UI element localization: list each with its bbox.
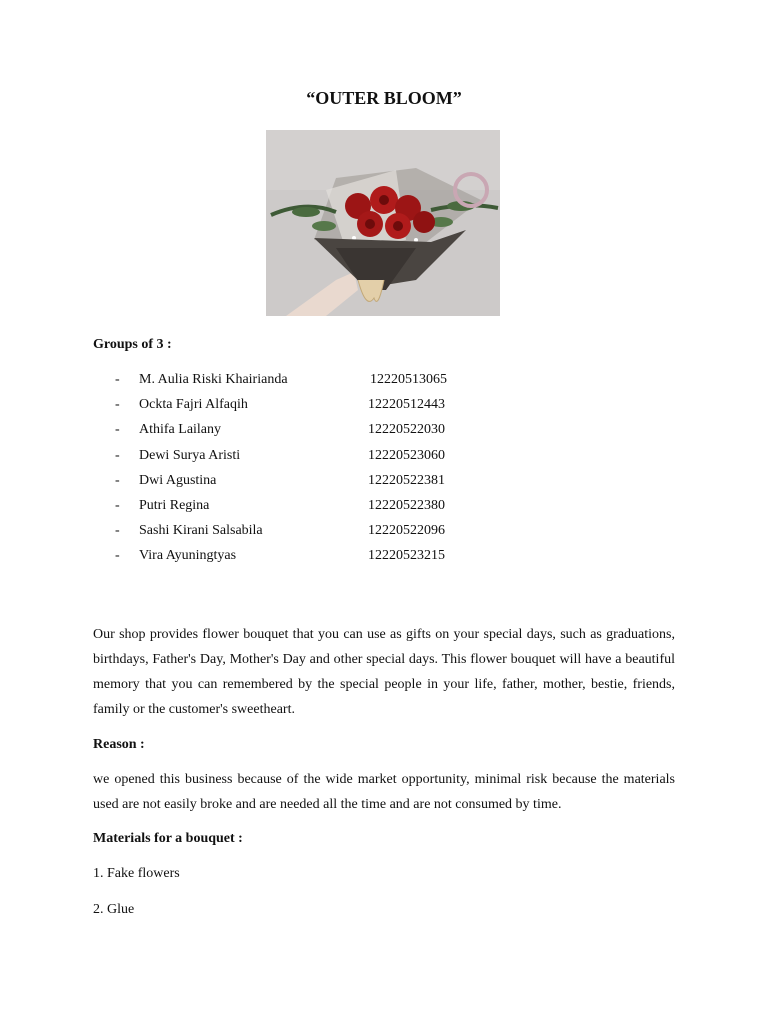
list-item — [93, 546, 513, 571]
flower-bouquet-photo — [266, 130, 500, 316]
bullet: - — [115, 447, 120, 463]
intro-paragraph: Our shop provides flower bouquet that you can use as gifts on your special days, such as graduations, birthdays, Father's Day, Mother's Day and other special days. This flower bouquet will have a beautiful memory that you can remembered by the special people in your life, father, mother, bestie, friends, family or the customer's sweetheart. — [93, 627, 675, 717]
list-item — [93, 395, 513, 420]
materials-heading: Materials for a bouquet : — [93, 831, 243, 846]
list-item — [93, 446, 513, 471]
member-name: Ockta Fajri Alfaqih — [139, 397, 248, 413]
list-item — [93, 471, 513, 496]
bouquet-illustration — [266, 130, 500, 316]
member-nim: 12220522381 — [368, 472, 445, 488]
member-name: Putri Regina — [139, 497, 210, 513]
member-nim: 12220522096 — [368, 523, 445, 539]
list-item — [93, 420, 513, 445]
reason-paragraph: we opened this business because of the wide market opportunity, minimal risk because the materials used are not easily broke and are needed all the time and are not consumed by time. — [93, 772, 675, 812]
member-nim: 12220523060 — [368, 447, 445, 463]
member-nim: 12220522380 — [368, 497, 445, 513]
list-item — [93, 370, 513, 395]
member-name: Dwi Agustina — [139, 472, 217, 488]
list-item — [93, 496, 513, 521]
member-nim: 12220512443 — [368, 397, 445, 413]
bullet: - — [115, 422, 120, 438]
material-item: 2. Glue — [93, 902, 135, 917]
page-title: “OUTER BLOOM” — [306, 88, 462, 108]
member-name: M. Aulia Riski Khairianda — [139, 372, 288, 387]
bullet: - — [115, 497, 120, 513]
member-name: Vira Ayuningtyas — [139, 548, 237, 564]
reason-heading: Reason : — [93, 737, 145, 752]
list-item — [93, 521, 513, 546]
bullet: - — [115, 548, 120, 564]
member-nim: 12220513065 — [370, 372, 447, 387]
member-list — [93, 370, 513, 572]
bullet: - — [115, 472, 120, 488]
material-item: 1. Fake flowers — [93, 866, 180, 881]
member-nim: 12220523215 — [368, 548, 445, 564]
member-nim: 12220522030 — [368, 422, 445, 438]
member-name: Sashi Kirani Salsabila — [139, 523, 263, 539]
bullet: - — [115, 523, 120, 539]
bullet: - — [115, 397, 120, 413]
member-name: Dewi Surya Aristi — [139, 447, 241, 463]
member-name: Athifa Lailany — [139, 422, 222, 438]
groups-label: Groups of 3 : — [93, 337, 172, 352]
bullet: - — [115, 372, 120, 387]
